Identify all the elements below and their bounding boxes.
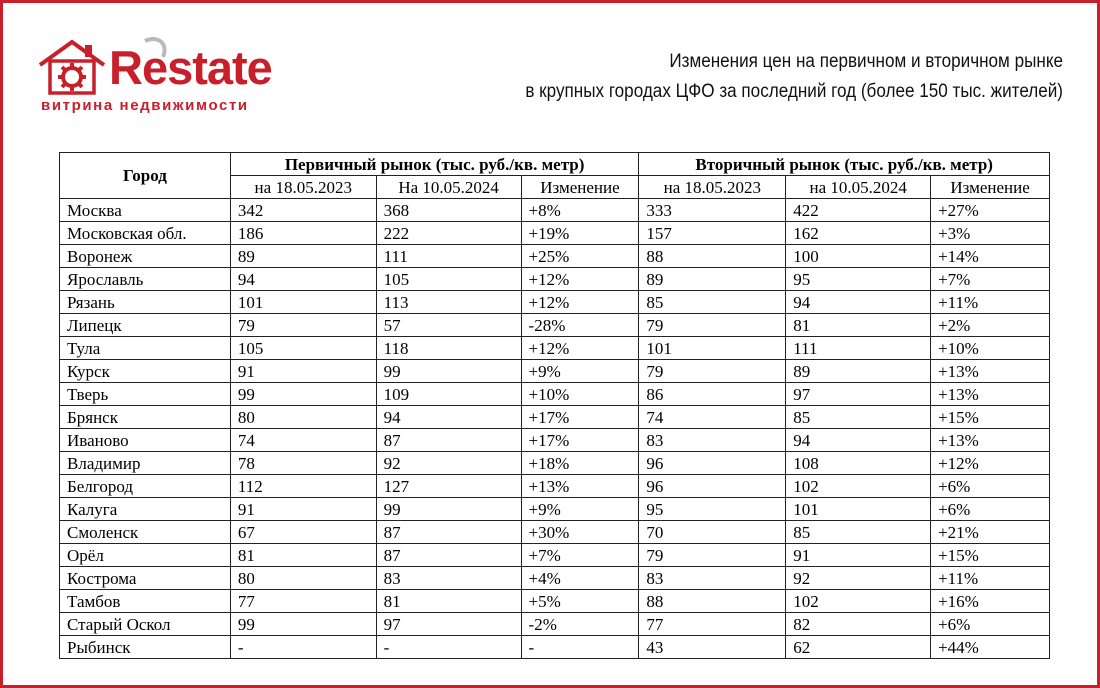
value-cell: 57 bbox=[376, 314, 521, 337]
value-cell: 43 bbox=[639, 636, 786, 659]
city-cell: Тверь bbox=[60, 383, 231, 406]
house-gear-icon bbox=[37, 39, 107, 95]
city-cell: Тамбов bbox=[60, 590, 231, 613]
value-cell: +30% bbox=[521, 521, 639, 544]
city-cell: Иваново bbox=[60, 429, 231, 452]
value-cell: 82 bbox=[786, 613, 931, 636]
value-cell: +18% bbox=[521, 452, 639, 475]
value-cell: 127 bbox=[376, 475, 521, 498]
value-cell: +15% bbox=[931, 406, 1050, 429]
value-cell: 85 bbox=[639, 291, 786, 314]
restate-logo bbox=[37, 35, 297, 119]
value-cell: 80 bbox=[230, 406, 376, 429]
value-cell: 101 bbox=[639, 337, 786, 360]
primary-market-header: Первичный рынок (тыс. руб./кв. метр) bbox=[230, 153, 639, 176]
value-cell: 101 bbox=[230, 291, 376, 314]
table-row bbox=[60, 199, 1050, 222]
value-cell: 97 bbox=[786, 383, 931, 406]
value-cell: 108 bbox=[786, 452, 931, 475]
table-row bbox=[60, 613, 1050, 636]
table-body bbox=[60, 199, 1050, 659]
value-cell: 85 bbox=[786, 406, 931, 429]
value-cell: 89 bbox=[786, 360, 931, 383]
value-cell: 109 bbox=[376, 383, 521, 406]
value-cell: 80 bbox=[230, 567, 376, 590]
city-cell: Рязань bbox=[60, 291, 231, 314]
value-cell: +19% bbox=[521, 222, 639, 245]
value-cell: 91 bbox=[230, 498, 376, 521]
value-cell: 92 bbox=[376, 452, 521, 475]
value-cell: 79 bbox=[639, 544, 786, 567]
table-row bbox=[60, 291, 1050, 314]
value-cell: -2% bbox=[521, 613, 639, 636]
value-cell: 81 bbox=[786, 314, 931, 337]
value-cell: 94 bbox=[786, 291, 931, 314]
subheader-cell: Изменение bbox=[931, 176, 1050, 199]
value-cell: 95 bbox=[786, 268, 931, 291]
value-cell: +11% bbox=[931, 291, 1050, 314]
value-cell: +7% bbox=[521, 544, 639, 567]
value-cell: +25% bbox=[521, 245, 639, 268]
value-cell: 222 bbox=[376, 222, 521, 245]
value-cell: +17% bbox=[521, 429, 639, 452]
subheader-cell: на 18.05.2023 bbox=[639, 176, 786, 199]
value-cell: 113 bbox=[376, 291, 521, 314]
value-cell: +5% bbox=[521, 590, 639, 613]
table-row bbox=[60, 245, 1050, 268]
value-cell: - bbox=[376, 636, 521, 659]
table-row bbox=[60, 636, 1050, 659]
table-row bbox=[60, 521, 1050, 544]
city-cell: Брянск bbox=[60, 406, 231, 429]
value-cell: 100 bbox=[786, 245, 931, 268]
value-cell: 86 bbox=[639, 383, 786, 406]
value-cell: 105 bbox=[376, 268, 521, 291]
value-cell: 102 bbox=[786, 590, 931, 613]
value-cell: +13% bbox=[931, 429, 1050, 452]
subheader-cell: на 10.05.2024 bbox=[786, 176, 931, 199]
city-cell: Липецк bbox=[60, 314, 231, 337]
value-cell: 89 bbox=[639, 268, 786, 291]
table-row bbox=[60, 337, 1050, 360]
value-cell: +12% bbox=[931, 452, 1050, 475]
value-cell: +9% bbox=[521, 360, 639, 383]
city-cell: Московская обл. bbox=[60, 222, 231, 245]
value-cell: 102 bbox=[786, 475, 931, 498]
value-cell: 91 bbox=[786, 544, 931, 567]
value-cell: +9% bbox=[521, 498, 639, 521]
value-cell: 162 bbox=[786, 222, 931, 245]
value-cell: 70 bbox=[639, 521, 786, 544]
value-cell: +27% bbox=[931, 199, 1050, 222]
value-cell: 79 bbox=[639, 360, 786, 383]
value-cell: +10% bbox=[521, 383, 639, 406]
value-cell: 94 bbox=[230, 268, 376, 291]
value-cell: 85 bbox=[786, 521, 931, 544]
value-cell: 342 bbox=[230, 199, 376, 222]
city-cell: Старый Оскол bbox=[60, 613, 231, 636]
value-cell: +3% bbox=[931, 222, 1050, 245]
table-row bbox=[60, 544, 1050, 567]
value-cell: 368 bbox=[376, 199, 521, 222]
value-cell: +13% bbox=[931, 383, 1050, 406]
table-row bbox=[60, 383, 1050, 406]
value-cell: 87 bbox=[376, 429, 521, 452]
city-cell: Владимир bbox=[60, 452, 231, 475]
title-line-2: в крупных городах ЦФО за последний год (более 150 тыс. жителей) bbox=[525, 81, 1063, 102]
value-cell: 111 bbox=[376, 245, 521, 268]
value-cell: 83 bbox=[639, 429, 786, 452]
value-cell: 83 bbox=[639, 567, 786, 590]
value-cell: +16% bbox=[931, 590, 1050, 613]
value-cell: +6% bbox=[931, 498, 1050, 521]
table-header-row bbox=[60, 153, 1050, 176]
value-cell: +13% bbox=[521, 475, 639, 498]
table-row bbox=[60, 406, 1050, 429]
value-cell: 99 bbox=[376, 498, 521, 521]
value-cell: 99 bbox=[376, 360, 521, 383]
value-cell: 112 bbox=[230, 475, 376, 498]
table-row bbox=[60, 268, 1050, 291]
value-cell: 118 bbox=[376, 337, 521, 360]
value-cell: 88 bbox=[639, 245, 786, 268]
value-cell: 87 bbox=[376, 521, 521, 544]
value-cell: - bbox=[230, 636, 376, 659]
value-cell: 99 bbox=[230, 383, 376, 406]
value-cell: 99 bbox=[230, 613, 376, 636]
value-cell: +6% bbox=[931, 475, 1050, 498]
brand-name: Restate bbox=[109, 41, 272, 94]
value-cell: 105 bbox=[230, 337, 376, 360]
city-column-header: Город bbox=[60, 153, 231, 199]
table-row bbox=[60, 567, 1050, 590]
city-cell: Москва bbox=[60, 199, 231, 222]
price-table bbox=[59, 152, 1050, 659]
value-cell: 111 bbox=[786, 337, 931, 360]
subheader-cell: Изменение bbox=[521, 176, 639, 199]
secondary-market-header: Вторичный рынок (тыс. руб./кв. метр) bbox=[639, 153, 1050, 176]
value-cell: 91 bbox=[230, 360, 376, 383]
value-cell: 79 bbox=[230, 314, 376, 337]
value-cell: 77 bbox=[639, 613, 786, 636]
table-row bbox=[60, 590, 1050, 613]
value-cell: +8% bbox=[521, 199, 639, 222]
table-row bbox=[60, 498, 1050, 521]
value-cell: 94 bbox=[786, 429, 931, 452]
value-cell: 62 bbox=[786, 636, 931, 659]
value-cell: 79 bbox=[639, 314, 786, 337]
table-row bbox=[60, 360, 1050, 383]
value-cell: 74 bbox=[639, 406, 786, 429]
value-cell: 96 bbox=[639, 452, 786, 475]
value-cell: +10% bbox=[931, 337, 1050, 360]
value-cell: +17% bbox=[521, 406, 639, 429]
value-cell: 81 bbox=[376, 590, 521, 613]
value-cell: 157 bbox=[639, 222, 786, 245]
value-cell: 96 bbox=[639, 475, 786, 498]
value-cell: 83 bbox=[376, 567, 521, 590]
city-cell: Воронеж bbox=[60, 245, 231, 268]
page-title bbox=[505, 47, 1063, 107]
value-cell: 333 bbox=[639, 199, 786, 222]
value-cell: 74 bbox=[230, 429, 376, 452]
value-cell: +15% bbox=[931, 544, 1050, 567]
value-cell: - bbox=[521, 636, 639, 659]
value-cell: 67 bbox=[230, 521, 376, 544]
value-cell: +12% bbox=[521, 291, 639, 314]
value-cell: 88 bbox=[639, 590, 786, 613]
value-cell: 186 bbox=[230, 222, 376, 245]
table-row bbox=[60, 222, 1050, 245]
value-cell: +12% bbox=[521, 337, 639, 360]
value-cell: +14% bbox=[931, 245, 1050, 268]
value-cell: 101 bbox=[786, 498, 931, 521]
value-cell: 94 bbox=[376, 406, 521, 429]
value-cell: +21% bbox=[931, 521, 1050, 544]
value-cell: 81 bbox=[230, 544, 376, 567]
value-cell: +6% bbox=[931, 613, 1050, 636]
city-cell: Курск bbox=[60, 360, 231, 383]
city-cell: Рыбинск bbox=[60, 636, 231, 659]
table-row bbox=[60, 475, 1050, 498]
subheader-cell: на 18.05.2023 bbox=[230, 176, 376, 199]
value-cell: +7% bbox=[931, 268, 1050, 291]
subheader-cell: На 10.05.2024 bbox=[376, 176, 521, 199]
value-cell: +12% bbox=[521, 268, 639, 291]
value-cell: 87 bbox=[376, 544, 521, 567]
value-cell: 77 bbox=[230, 590, 376, 613]
table-row bbox=[60, 429, 1050, 452]
brand-tagline: витрина недвижимости bbox=[41, 97, 249, 114]
value-cell: +2% bbox=[931, 314, 1050, 337]
value-cell: -28% bbox=[521, 314, 639, 337]
city-cell: Кострома bbox=[60, 567, 231, 590]
value-cell: 97 bbox=[376, 613, 521, 636]
table-row bbox=[60, 314, 1050, 337]
value-cell: +4% bbox=[521, 567, 639, 590]
value-cell: +44% bbox=[931, 636, 1050, 659]
title-line-1: Изменения цен на первичном и вторичном рынке bbox=[669, 51, 1063, 72]
city-cell: Ярославль bbox=[60, 268, 231, 291]
table-row bbox=[60, 452, 1050, 475]
value-cell: 78 bbox=[230, 452, 376, 475]
value-cell: 95 bbox=[639, 498, 786, 521]
value-cell: 92 bbox=[786, 567, 931, 590]
value-cell: 422 bbox=[786, 199, 931, 222]
city-cell: Орёл bbox=[60, 544, 231, 567]
value-cell: +11% bbox=[931, 567, 1050, 590]
city-cell: Калуга bbox=[60, 498, 231, 521]
value-cell: +13% bbox=[931, 360, 1050, 383]
city-cell: Тула bbox=[60, 337, 231, 360]
city-cell: Смоленск bbox=[60, 521, 231, 544]
city-cell: Белгород bbox=[60, 475, 231, 498]
value-cell: 89 bbox=[230, 245, 376, 268]
